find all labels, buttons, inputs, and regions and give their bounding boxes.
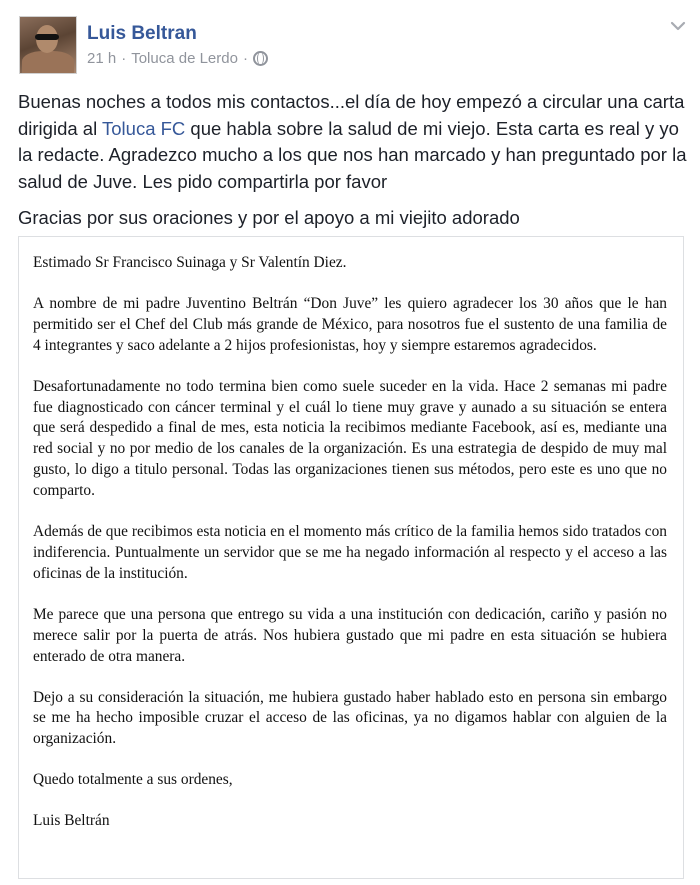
letter-closing: Quedo totalmente a sus ordenes,: [33, 771, 233, 789]
letter-signature: Luis Beltrán: [33, 812, 110, 830]
letter-paragraph: Me parece que una persona que entrego su vida a una institución con dedicación, cariño y pasión no merece salir por la puerta de atrás. Nos hubiera gustado que mi padre en esta situación se hubiera enterado de otra manera.: [33, 605, 667, 665]
letter-paragraph: Dejo a su consideración la situación, me hubiera gustado haber hablado esto en persona sin embargo se me ha hecho imposible cruzar el acceso de las oficinas, ya no digamos hablar con alguien de la organización.: [33, 688, 667, 748]
meta-separator: ·: [121, 50, 127, 67]
mention-link[interactable]: Toluca FC: [102, 117, 186, 139]
author-name[interactable]: Luis Beltran: [87, 23, 197, 44]
avatar[interactable]: [19, 16, 77, 74]
globe-icon[interactable]: [253, 51, 268, 66]
post-time[interactable]: 21 h: [87, 50, 117, 67]
letter-image[interactable]: [18, 236, 684, 879]
meta-separator: ·: [242, 50, 248, 67]
post-text: [18, 89, 688, 242]
post-location[interactable]: Toluca de Lerdo: [131, 50, 238, 67]
chevron-down-icon[interactable]: [670, 20, 686, 32]
letter-greeting: Estimado Sr Francisco Suinaga y Sr Valentín Diez.: [33, 254, 347, 271]
post-paragraph: Gracias por sus oraciones y por el apoyo a mi viejito adorado: [18, 207, 520, 228]
post-paragraph: Buenas noches a todos mis contactos...el día de hoy empezó a circular una carta dirigida al Toluca FC que habla sobre la salud de mi viejo. Esta carta es real y yo la redacte. Agradezco mucho a los que nos han marcado y han preguntado por la salud de Juve. Les pido compartirla por favor: [18, 91, 687, 192]
letter-body: [33, 253, 667, 832]
letter-paragraph: A nombre de mi padre Juventino Beltrán “Don Juve” les quiero agradecer los 30 años que le han permitido ser el Chef del Club más grande de México, para nosotros fue el sustento de una familia de 4 integrantes y saco adelante a 2 hijos profesionistas, hoy y siempre estaremos agradecidos.: [33, 294, 667, 354]
letter-paragraph: Además de que recibimos esta noticia en el momento más crítico de la familia hemos sido tratados con indiferencia. Puntualmente un servidor que se me ha negado información al respecto y el acceso a las oficinas de la institución.: [33, 523, 667, 582]
post-meta: [87, 50, 268, 67]
letter-paragraph: Desafortunadamente no todo termina bien como suele suceder en la vida. Hace 2 semanas mi padre fue diagnosticado con cáncer terminal y el cuál lo tiene muy grave y aunado a su situación se entera que será despedido a final de mes, esta noticia la recibimos mediante Facebook, así es, mediante una red social y no por medio de los canales de la organización. Es una estrategia de despido de muy mal gusto, lo digo a titulo personal. Todas las organizaciones tienen sus métodos, pero este es uno que no comparto.: [33, 377, 667, 500]
